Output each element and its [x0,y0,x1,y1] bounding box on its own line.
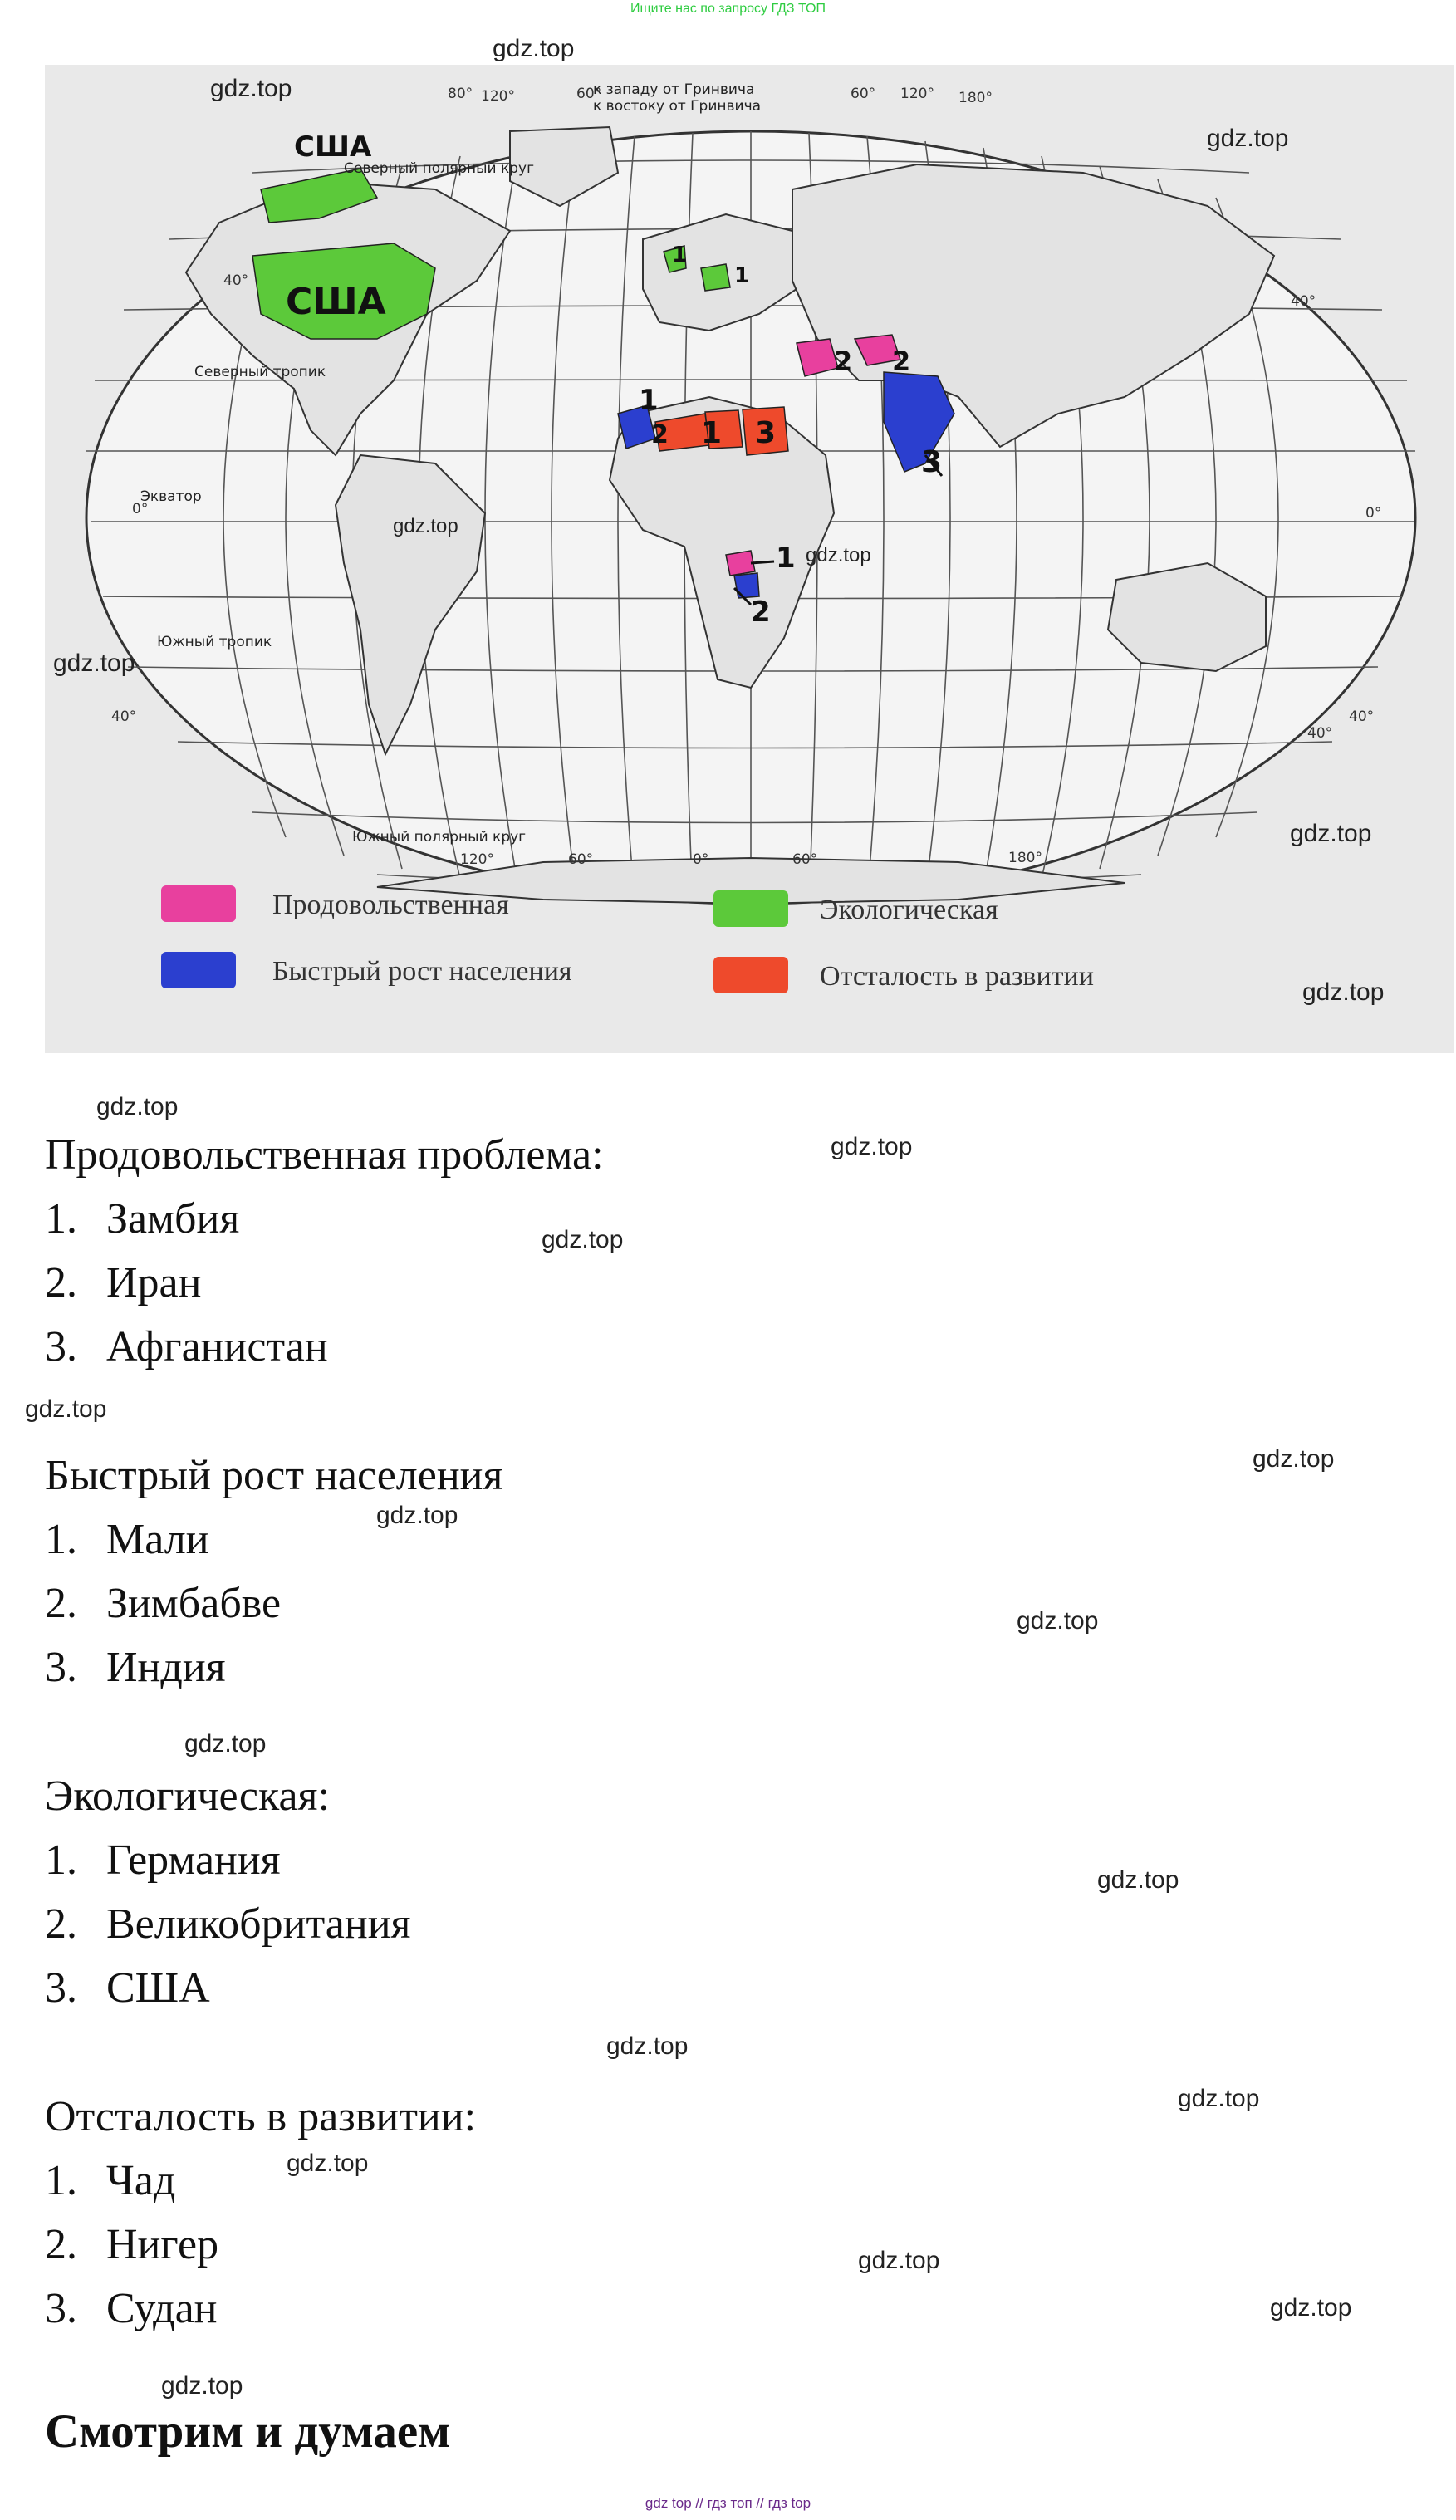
watermark: gdz.top [376,1502,458,1529]
label-south-tropic: Южный тропик [157,634,272,650]
legend-label-population: Быстрый рост населения [272,956,572,987]
watermark: gdz.top [1207,125,1289,152]
legend-swatch-food [161,885,236,922]
annotation-iran-number: 2 [834,346,853,377]
annotation-niger-number: 2 [651,420,669,449]
coord-label: 120° [900,86,934,102]
coord-label: 60° [851,86,876,102]
legend-label-ecology: Экологическая [820,895,998,925]
coord-label: 40° [1349,708,1375,725]
coord-label: 0° [132,501,149,517]
legend-swatch-ecology [713,890,788,927]
watermark: gdz.top [1253,1445,1335,1473]
section-backwardness [45,2085,476,2341]
watermark: gdz.top [1017,1607,1099,1635]
final-heading: Смотрим и думаем [45,2405,451,2458]
list-item: 1. Замбия [45,1195,240,1243]
watermark: gdz.top [161,2372,243,2400]
annotation-germany-number: 1 [734,263,750,288]
coord-label: 180° [1008,850,1042,866]
region-zimbabwe-population [734,573,759,598]
coord-label: 40° [1307,725,1333,742]
section-title-food: Продовольственная проблема: [45,1131,604,1179]
section-title-population: Быстрый рост населения [45,1452,503,1499]
annotation-mali-number: 1 [639,384,659,417]
coord-label: 0° [1365,505,1382,522]
watermark: gdz.top [96,1093,179,1120]
annotation-zimbabwe-number: 2 [751,596,771,629]
list-item: 3. Судан [45,2285,218,2332]
annotation-uk-number: 1 [672,243,688,267]
coord-label: 120° [481,88,515,105]
list-item: 3. Афганистан [45,1323,328,1370]
section-food [45,1123,604,1379]
top-banner: Ищите нас по запросу ГДЗ ТОП [630,2,826,16]
annotation-afghanistan-number: 2 [892,346,911,377]
legend-label-backwardness: Отсталость в развитии [820,961,1094,992]
coord-label: 40° [223,272,249,289]
coord-label: 60° [792,851,818,868]
watermark: gdz.top [287,2150,369,2177]
section-title-backwardness: Отсталость в развитии: [45,2093,477,2140]
watermark: gdz.top [1302,978,1385,1006]
coord-label: 60° [576,86,602,102]
list-item: 3. Индия [45,1644,226,1691]
watermark: gdz.top [210,75,292,102]
annotation-usa-alaska: США [294,130,372,164]
annotation-sudan-number: 3 [755,416,777,450]
watermark: gdz.top [1290,820,1372,847]
list-item: 1. Мали [45,1516,209,1563]
watermark: gdz.top [1097,1866,1179,1894]
annotation-chad-number: 1 [701,416,723,450]
annotation-india-number: 3 [921,445,943,479]
coord-label: 0° [693,851,709,868]
watermark: gdz.top [493,35,575,62]
watermark: gdz.top [53,650,135,677]
label-north-tropic: Северный тропик [194,364,326,380]
legend-label-food: Продовольственная [272,890,509,920]
bottom-banner: gdz top // гдз топ // гдз top [645,2495,811,2511]
list-item: 1. Чад [45,2157,176,2204]
watermark: gdz.top [1178,2085,1260,2112]
coord-label: 120° [460,851,494,868]
watermark: gdz.top [1270,2294,1352,2321]
label-equator: Экватор [140,488,202,505]
watermark: gdz.top [831,1133,913,1160]
region-germany-ecology [701,264,730,291]
list-item: 2. Иран [45,1259,202,1307]
coord-label: 60° [568,851,594,868]
list-item: 1. Германия [45,1836,281,1884]
section-title-ecology: Экологическая: [45,1772,330,1820]
section-ecology [45,1764,410,2020]
watermark: gdz.top [25,1395,107,1423]
label-south-polar-circle: Южный полярный круг [352,829,527,846]
list-item: 2. Нигер [45,2221,219,2268]
watermark: gdz.top [806,544,871,566]
section-population [45,1444,502,1699]
list-item: 2. Великобритания [45,1900,411,1948]
map-top-label-west: к западу от Гринвича [593,81,755,98]
coord-label: 80° [448,86,473,102]
watermark: gdz.top [606,2032,689,2060]
map-top-label-east: к востоку от Гринвича [593,98,762,115]
legend-swatch-population [161,952,236,988]
coord-label: 40° [1291,293,1316,310]
watermark: gdz.top [184,1730,267,1758]
watermark: gdz.top [393,515,458,537]
list-item: 2. Зимбабве [45,1580,282,1627]
world-map-svg [45,65,1454,1053]
list-item: 3. США [45,1964,210,2012]
coord-label: 40° [111,708,137,725]
watermark: gdz.top [542,1226,624,1253]
world-map [45,65,1454,1053]
label-north-polar-circle: Северный полярный круг [344,160,535,177]
legend-swatch-backwardness [713,957,788,993]
annotation-zambia-number: 1 [776,542,796,575]
region-zambia-food [726,551,755,576]
annotation-usa: США [286,281,386,323]
coord-label: 180° [958,90,993,106]
watermark: gdz.top [858,2247,940,2274]
